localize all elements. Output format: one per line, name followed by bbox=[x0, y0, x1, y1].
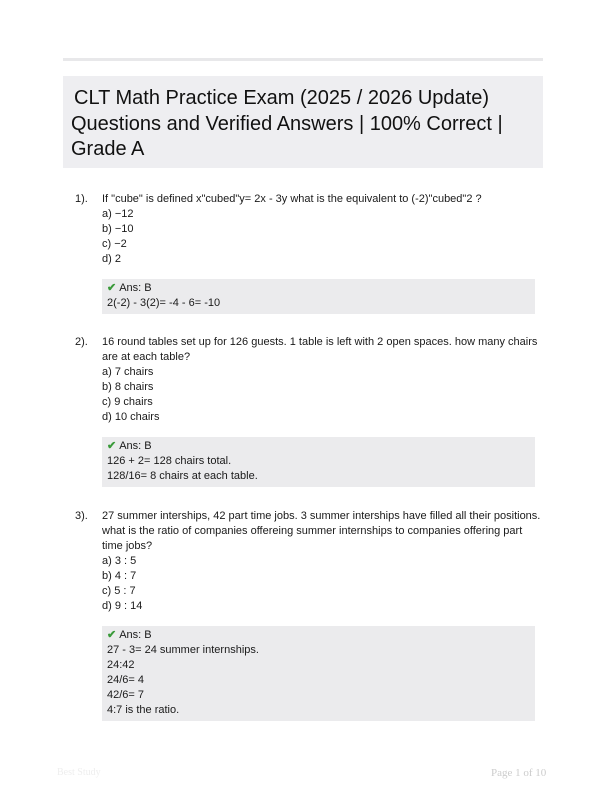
top-divider bbox=[63, 58, 543, 61]
title-line-3: Grade A bbox=[71, 138, 145, 160]
title-line-2: Questions and Verified Answers | 100% Correct | bbox=[71, 112, 503, 135]
title-line-1: CLT Math Practice Exam (2025 / 2026 Update) bbox=[74, 87, 490, 109]
explanation-line: 24/6= 4 bbox=[107, 674, 145, 686]
page-title bbox=[71, 86, 535, 163]
explanation-line: 42/6= 7 bbox=[107, 689, 145, 701]
option-a: a) −12 bbox=[102, 208, 134, 220]
title-box bbox=[63, 76, 543, 168]
question-text: If "cube" is defined x"cubed"y= 2x - 3y what is the equivalent to (-2)"cubed"2 ? bbox=[102, 193, 482, 205]
option-d: d) 2 bbox=[102, 253, 121, 265]
option-c: c) 5 : 7 bbox=[102, 585, 136, 597]
answer-box bbox=[102, 626, 535, 721]
explanation-line: 24:42 bbox=[107, 659, 135, 671]
explanation-line: 2(-2) - 3(2)= -4 - 6= -10 bbox=[107, 297, 221, 309]
check-icon: ✔ bbox=[107, 629, 117, 641]
question-text: 27 summer interships, 42 part time jobs. 3 summer interships have filled all their positions. what is the ratio of companies offereing summer internships to companies offering part time jobs? bbox=[102, 510, 541, 552]
option-d: d) 10 chairs bbox=[102, 411, 160, 423]
answer-label: Ans: B bbox=[119, 282, 152, 294]
question-number: 2). bbox=[75, 336, 88, 348]
check-icon: ✔ bbox=[107, 282, 117, 294]
option-a: a) 3 : 5 bbox=[102, 555, 137, 567]
answer-box bbox=[102, 437, 535, 487]
answer-box bbox=[102, 279, 535, 314]
option-a: a) 7 chairs bbox=[102, 366, 154, 378]
option-b: b) 8 chairs bbox=[102, 381, 154, 393]
explanation-line: 126 + 2= 128 chairs total. bbox=[107, 455, 232, 467]
option-c: c) 9 chairs bbox=[102, 396, 153, 408]
question-text: 16 round tables set up for 126 guests. 1 table is left with 2 open spaces. how many chairs are at each table? bbox=[102, 336, 538, 363]
question-number: 3). bbox=[75, 510, 88, 522]
option-b: b) −10 bbox=[102, 223, 134, 235]
page-number: Page 1 of 10 bbox=[491, 767, 547, 779]
question-2 bbox=[63, 335, 543, 487]
option-b: b) 4 : 7 bbox=[102, 570, 137, 582]
explanation-line: 4:7 is the ratio. bbox=[107, 704, 180, 716]
question-number: 1). bbox=[75, 193, 88, 205]
check-icon: ✔ bbox=[107, 440, 117, 452]
explanation-line: 128/16= 8 chairs at each table. bbox=[107, 470, 258, 482]
question-3 bbox=[63, 509, 543, 721]
answer-label: Ans: B bbox=[119, 440, 152, 452]
option-c: c) −2 bbox=[102, 238, 127, 250]
footer-watermark: Best Study bbox=[57, 767, 101, 778]
explanation-line: 27 - 3= 24 summer internships. bbox=[107, 644, 259, 656]
question-1 bbox=[63, 192, 543, 314]
answer-label: Ans: B bbox=[119, 629, 152, 641]
option-d: d) 9 : 14 bbox=[102, 600, 143, 612]
